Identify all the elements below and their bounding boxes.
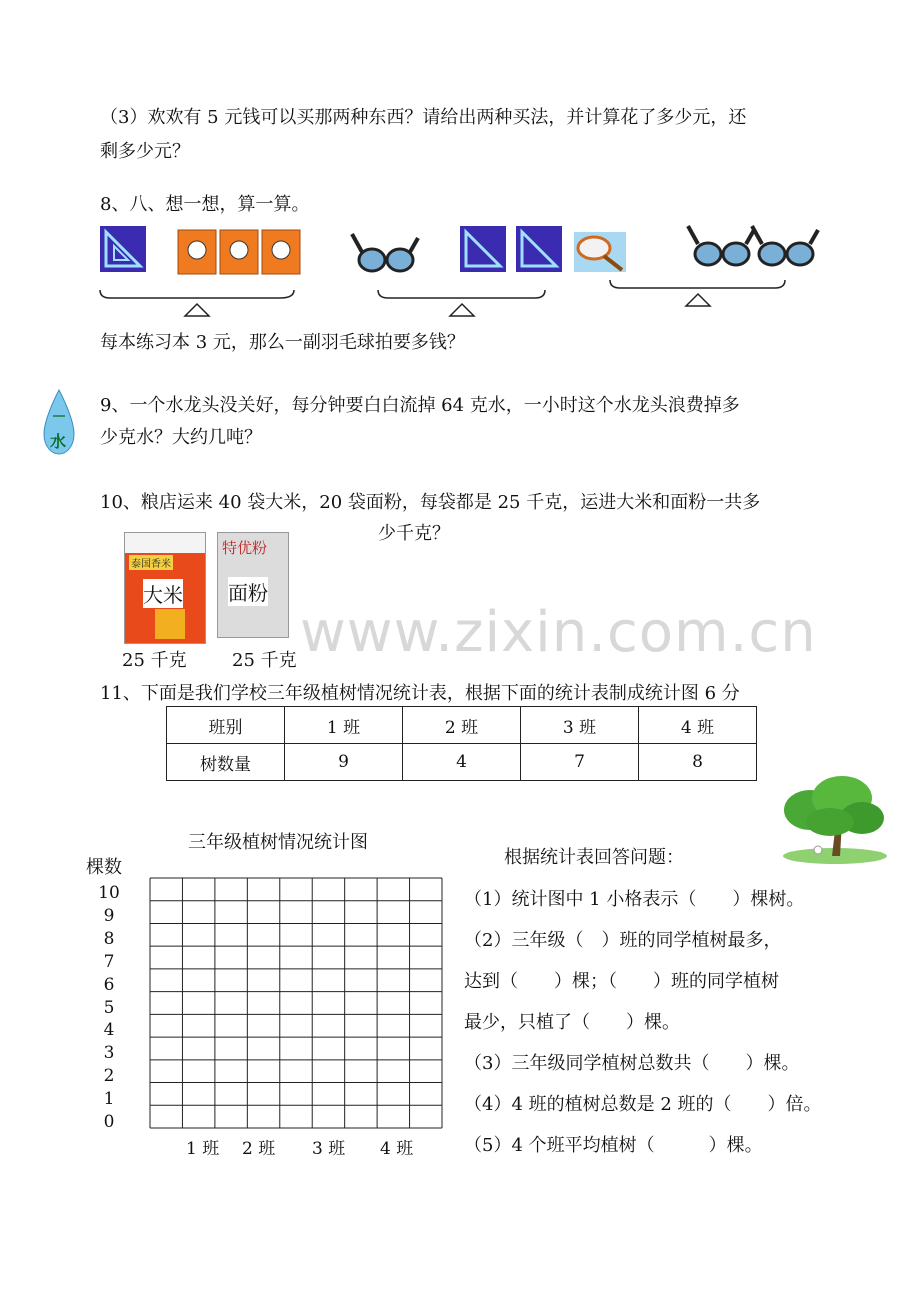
answer-heading: 根据统计表回答问题： bbox=[504, 847, 684, 868]
badminton-racket-icon bbox=[574, 232, 626, 272]
q8-question: 每本练习本 3 元，那么一副羽毛球拍要多钱？ bbox=[100, 332, 465, 353]
blank-grid bbox=[148, 876, 448, 1136]
answer-line: （5）4 个班平均植树（ ）棵。 bbox=[464, 1135, 763, 1156]
table-header-cell: 4 班 bbox=[639, 707, 757, 744]
answer-line: （2）三年级（ ）班的同学植树最多， bbox=[464, 930, 782, 951]
y-tick-label: 8 bbox=[103, 928, 115, 949]
table-row bbox=[167, 707, 757, 744]
y-tick-label: 7 bbox=[103, 951, 115, 972]
q11-heading: 11、下面是我们学校三年级植树情况统计表，根据下面的统计表制成统计图 6 分 bbox=[100, 683, 740, 704]
q8-picture-row bbox=[90, 220, 920, 320]
y-tick-label: 1 bbox=[103, 1089, 115, 1110]
flour-brand: 特优粉 bbox=[222, 539, 268, 557]
flour-bag-icon bbox=[217, 532, 289, 638]
q9-line2: 少克水？大约几吨？ bbox=[100, 427, 262, 448]
table-row bbox=[167, 744, 757, 781]
glasses-icon bbox=[688, 226, 754, 265]
table-cell: 7 bbox=[521, 744, 639, 781]
x-tick-label: 1 班 bbox=[186, 1139, 220, 1159]
table-header-cell: 1 班 bbox=[285, 707, 403, 744]
x-tick-label: 4 班 bbox=[380, 1139, 414, 1159]
table-cell: 树数量 bbox=[167, 744, 285, 781]
x-tick-label: 2 班 bbox=[242, 1139, 276, 1159]
y-tick-label: 0 bbox=[103, 1112, 115, 1132]
answer-line: 达到（ ）棵；（ ）班的同学植树 bbox=[464, 971, 779, 992]
answer-line: 最少，只植了（ ）棵。 bbox=[464, 1012, 680, 1033]
flour-weight: 25 千克 bbox=[232, 650, 297, 671]
x-tick-label: 3 班 bbox=[312, 1139, 346, 1159]
rice-brand: 泰国香米 bbox=[129, 555, 173, 570]
watermark: www.zixin.com.cn bbox=[300, 600, 817, 665]
rice-label: 大米 bbox=[143, 579, 183, 608]
glasses-icon bbox=[352, 234, 418, 271]
table-header-cell: 班别 bbox=[167, 707, 285, 744]
y-tick-label: 4 bbox=[103, 1020, 115, 1041]
y-tick-label: 2 bbox=[103, 1066, 115, 1087]
flour-label: 面粉 bbox=[228, 577, 268, 606]
table-header-cell: 2 班 bbox=[403, 707, 521, 744]
water-drop-label: 水 bbox=[50, 432, 67, 451]
chart-title: 三年级植树情况统计图 bbox=[188, 832, 368, 853]
y-tick-label: 10 bbox=[98, 883, 120, 903]
balance-scale-icon bbox=[100, 280, 785, 316]
triangle-ruler-icon bbox=[100, 226, 146, 272]
exercise-book-icon bbox=[220, 230, 258, 274]
q9-line1: 9、一个水龙头没关好，每分钟要白白流掉 64 克水，一小时这个水龙头浪费掉多 bbox=[100, 395, 740, 416]
q10-line1: 10、粮店运来 40 袋大米，20 袋面粉，每袋都是 25 千克，运进大米和面粉一共多 bbox=[100, 492, 761, 513]
y-tick-label: 5 bbox=[103, 997, 115, 1018]
y-axis-label: 棵数 bbox=[86, 857, 122, 878]
triangle-ruler-icon bbox=[460, 226, 506, 272]
y-tick-label: 6 bbox=[103, 974, 115, 995]
glasses-icon bbox=[752, 226, 818, 265]
table-cell: 9 bbox=[285, 744, 403, 781]
tree-icon bbox=[780, 774, 890, 866]
q7-3-line2: 剩多少元？ bbox=[100, 141, 190, 162]
y-tick-label: 3 bbox=[103, 1043, 115, 1064]
rice-bag-icon bbox=[124, 532, 206, 644]
exercise-book-icon bbox=[178, 230, 216, 274]
table-cell: 8 bbox=[639, 744, 757, 781]
table-header-cell: 3 班 bbox=[521, 707, 639, 744]
table-cell: 4 bbox=[403, 744, 521, 781]
y-tick-label: 9 bbox=[103, 905, 115, 926]
answer-line: （1）统计图中 1 小格表示（ ）棵树。 bbox=[464, 889, 805, 910]
triangle-ruler-icon bbox=[516, 226, 562, 272]
q10-line2: 少千克？ bbox=[378, 523, 450, 544]
answer-line: （4）4 班的植树总数是 2 班的（ ）倍。 bbox=[464, 1094, 822, 1115]
rice-weight: 25 千克 bbox=[122, 650, 187, 671]
exercise-book-icon bbox=[262, 230, 300, 274]
answer-line: （3）三年级同学植树总数共（ ）棵。 bbox=[464, 1053, 800, 1074]
q7-3-line1: （3）欢欢有 5 元钱可以买那两种东西？请给出两种买法，并计算花了多少元，还 bbox=[100, 107, 747, 128]
q8-heading: 8、八、想一想，算一算。 bbox=[100, 194, 310, 215]
stats-table bbox=[166, 706, 757, 781]
